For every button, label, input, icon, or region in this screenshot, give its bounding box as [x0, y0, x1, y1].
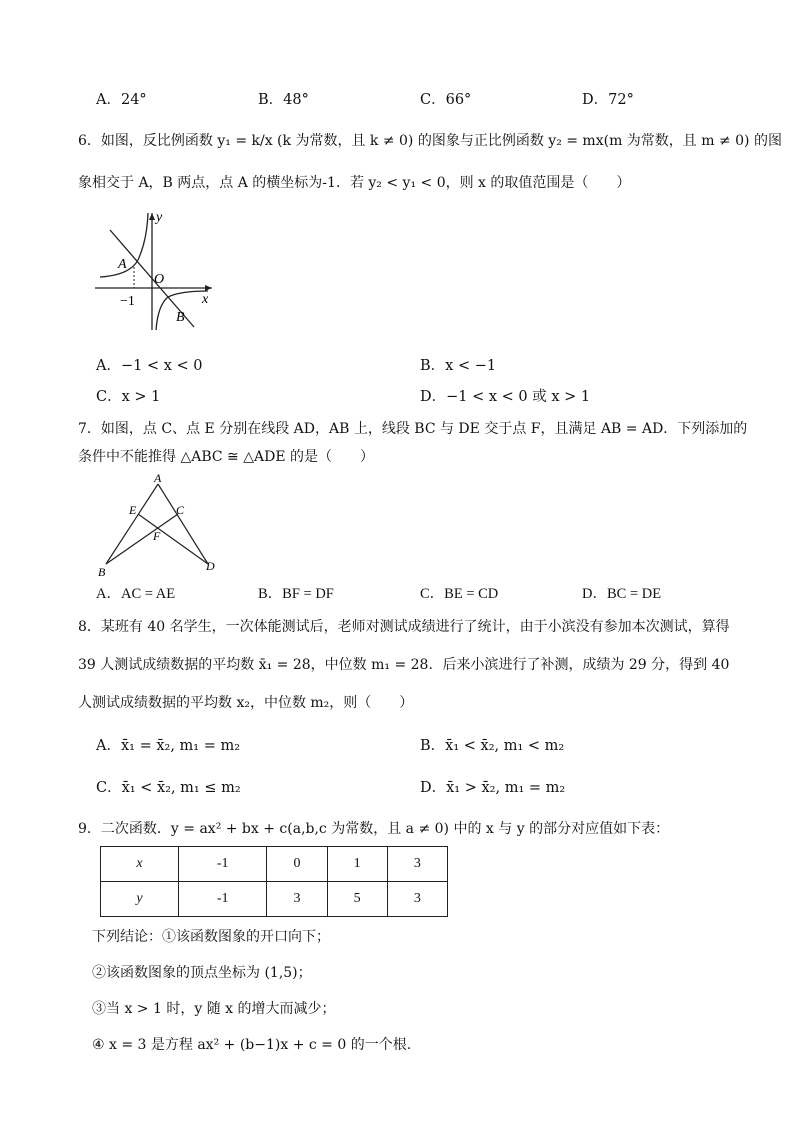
q9-conclusion-4: ④ x = 3 是方程 ax² + (b−1)x + c = 0 的一个根.	[92, 1037, 412, 1053]
table-cell: 0	[267, 847, 327, 882]
segment-ad	[158, 484, 208, 564]
q8-option-a: A．x̄₁ = x̄₂, m₁ = m₂	[96, 738, 241, 754]
q8-option-c: C．x̄₁ < x̄₂, m₁ ≤ m₂	[96, 780, 241, 796]
point-b: B	[98, 565, 106, 579]
table-cell: 3	[267, 882, 327, 917]
q7-option-a: A．AC = AE	[96, 586, 176, 602]
q6-option-a: A．−1 < x < 0	[96, 358, 203, 374]
table-row-header: x	[101, 847, 179, 882]
q8-option-d: D．x̄₁ > x̄₂, m₁ = m₂	[420, 780, 566, 796]
label-b: B	[176, 310, 185, 325]
q7-option-c: C．BE = CD	[420, 586, 499, 602]
label-y: y	[156, 210, 163, 225]
q6-figure	[90, 205, 220, 335]
table-cell: -1	[179, 882, 267, 917]
label-x: x	[202, 292, 209, 307]
point-e: E	[129, 503, 137, 517]
point-d: D	[206, 559, 215, 573]
point-c: C	[176, 503, 185, 517]
q8-option-b: B．x̄₁ < x̄₂, m₁ < m₂	[420, 738, 565, 754]
table-row	[101, 882, 448, 917]
q9-value-table	[100, 846, 448, 917]
q8-stem-line1: 8．某班有 40 名学生，一次体能测试后，老师对测试成绩进行了统计，由于小滨没有参加本次测试，算得	[78, 619, 730, 635]
q6-option-c: C．x > 1	[96, 389, 161, 405]
label-neg-one: −1	[120, 294, 135, 309]
y-axis-arrow	[149, 213, 155, 220]
table-cell: 5	[327, 882, 387, 917]
table-cell: -1	[179, 847, 267, 882]
table-row	[101, 847, 448, 882]
q5-option-a: A．24°	[96, 92, 147, 108]
q6-option-d: D．−1 < x < 0 或 x > 1	[420, 389, 591, 405]
table-cell: 3	[387, 882, 447, 917]
q9-stem: 9．二次函数．y = ax² + bx + c(a,b,c 为常数，且 a ≠ 0) 中的 x 与 y 的部分对应值如下表：	[78, 821, 670, 837]
q6-stem-line2: 象相交于 A，B 两点，点 A 的横坐标为-1．若 y₂ < y₁ < 0，则 x 的取值范围是（ ）	[78, 175, 631, 191]
segment-bc	[106, 514, 178, 564]
q5-option-c: C．66°	[420, 92, 472, 108]
q7-option-b: B．BF = DF	[258, 586, 334, 602]
table-cell: 3	[387, 847, 447, 882]
q6-stem-line1: 6．如图，反比例函数 y₁ = k/x (k 为常数，且 k ≠ 0) 的图象与正比例函数 y₂ = mx(m 为常数，且 m ≠ 0) 的图	[78, 133, 782, 149]
table-row-header: y	[101, 882, 179, 917]
q9-conclusion-3: ③当 x > 1 时，y 随 x 的增大而减少；	[92, 1001, 336, 1017]
q9-conclusion-1: 下列结论：①该函数图象的开口向下；	[92, 929, 330, 945]
x-axis-arrow	[205, 285, 212, 291]
q9-conclusion-2: ②该函数图象的顶点坐标为 (1,5)；	[92, 965, 312, 981]
q5-option-d: D．72°	[582, 92, 634, 108]
q7-figure	[96, 472, 226, 580]
q6-option-b: B．x < −1	[420, 358, 497, 374]
q7-stem-line2: 条件中不能推得 △ABC ≅ △ADE 的是（ ）	[78, 449, 374, 465]
q7-stem-line1: 7．如图，点 C、点 E 分别在线段 AD，AB 上，线段 BC 与 DE 交于点 F，且满足 AB = AD．下列添加的	[78, 421, 748, 437]
point-f: F	[153, 529, 161, 543]
table-cell: 1	[327, 847, 387, 882]
q7-option-d: D．BC = DE	[582, 586, 662, 602]
segment-ab	[106, 484, 158, 564]
label-origin: O	[154, 272, 165, 287]
q8-stem-line3: 人测试成绩数据的平均数 x₂，中位数 m₂，则（ ）	[78, 695, 414, 711]
segment-de	[138, 514, 208, 564]
q5-option-b: B．48°	[258, 92, 309, 108]
point-a: A	[154, 472, 162, 485]
label-a: A	[118, 257, 127, 272]
q8-stem-line2: 39 人测试成绩数据的平均数 x̄₁ = 28，中位数 m₁ = 28．后来小滨进行了补测，成绩为 29 分，得到 40	[78, 657, 730, 673]
